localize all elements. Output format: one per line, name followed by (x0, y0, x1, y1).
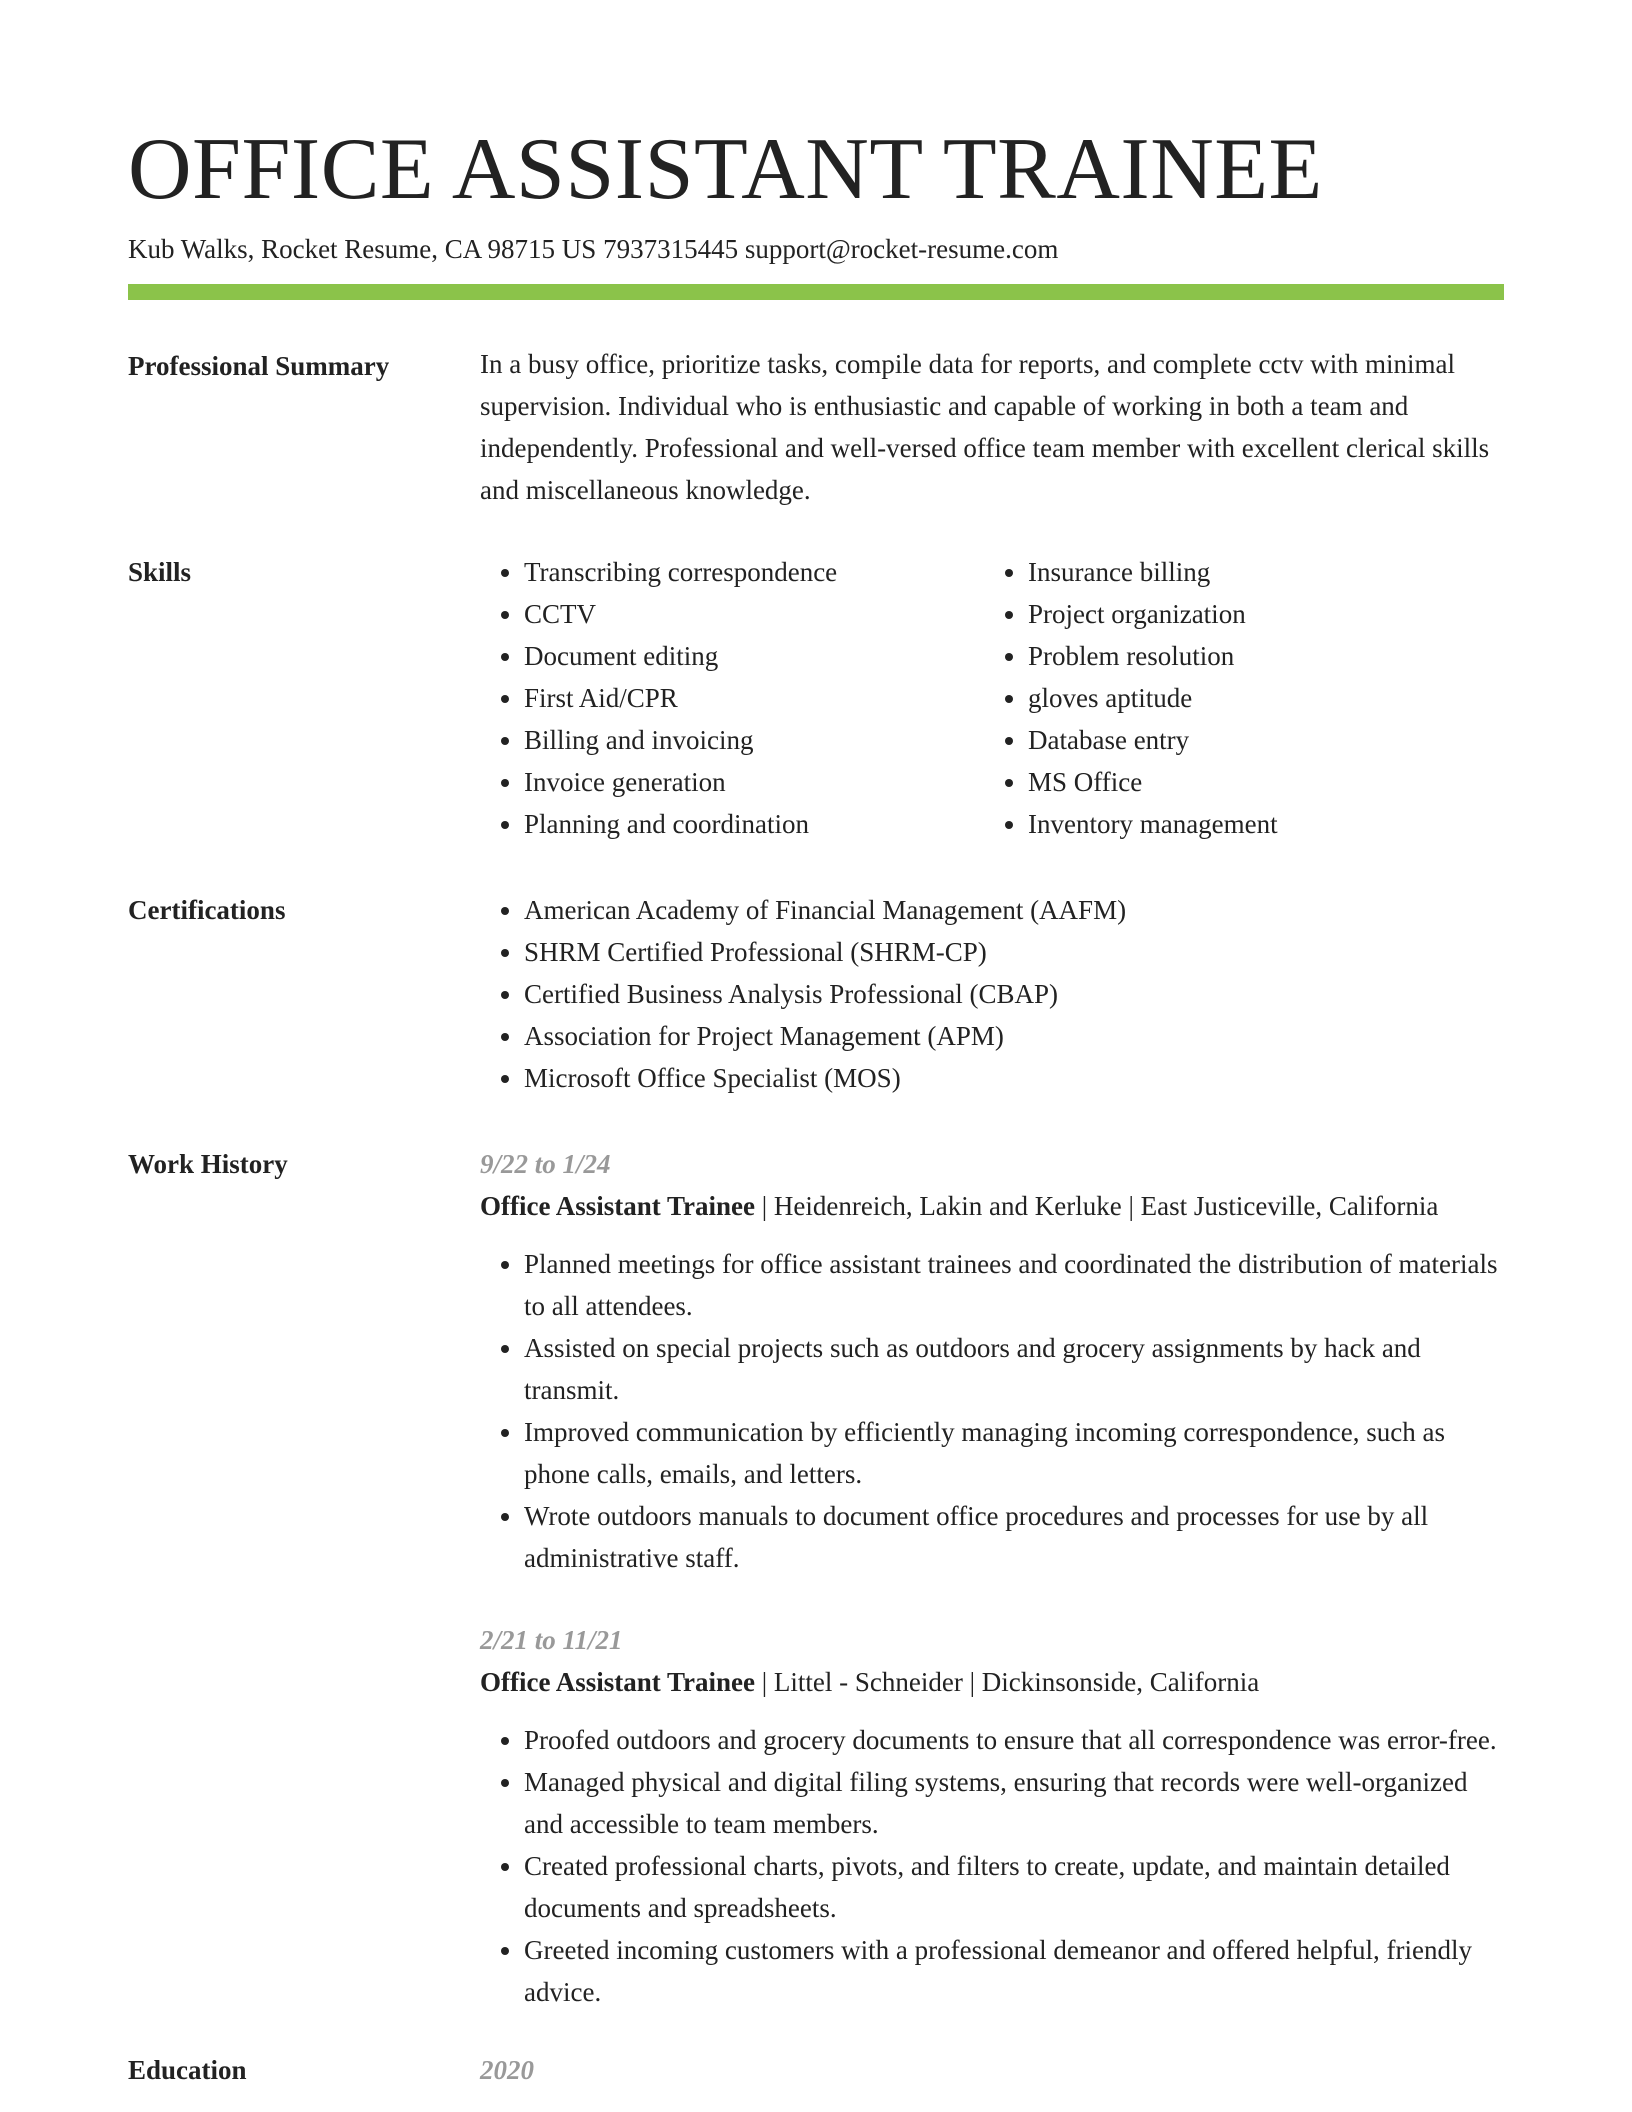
job-heading (480, 1661, 1504, 1703)
work-history-section (128, 1143, 1504, 2053)
skill-item: • CCTV (524, 593, 984, 635)
skills-list-right (984, 551, 1488, 845)
certification-item: • American Academy of Financial Management (AAFM) (524, 889, 1504, 931)
skill-item: • Problem resolution (1028, 635, 1488, 677)
job-bullets (480, 1243, 1504, 1579)
job-date: 9/22 to 1/24 (480, 1149, 611, 1179)
job-bullet: • Managed physical and digital filing systems, ensuring that records were well-organized and accessible to team members. (524, 1761, 1504, 1845)
job-bullet: • Improved communication by efficiently managing incoming correspondence, such as phone calls, emails, and letters. (524, 1411, 1504, 1495)
skill-item: • Transcribing correspondence (524, 551, 984, 593)
skill-item: • gloves aptitude (1028, 677, 1488, 719)
skill-item: • First Aid/CPR (524, 677, 984, 719)
education-label: Education (128, 2055, 247, 2085)
skill-item: • Project organization (1028, 593, 1488, 635)
skill-item: • Inventory management (1028, 803, 1488, 845)
job-bullet: • Wrote outdoors manuals to document office procedures and processes for use by all administrative staff. (524, 1495, 1504, 1579)
summary-label: Professional Summary (128, 351, 390, 381)
job-title: Office Assistant Trainee (480, 1667, 755, 1697)
job-bullet: • Planned meetings for office assistant trainees and coordinated the distribution of materials to all attendees. (524, 1243, 1504, 1327)
certification-item: • Association for Project Management (APM) (524, 1015, 1504, 1057)
education-date: 2020 (480, 2055, 534, 2085)
skill-item: • Invoice generation (524, 761, 984, 803)
skills-label: Skills (128, 557, 192, 587)
certifications-label: Certifications (128, 895, 286, 925)
certifications-list (480, 889, 1504, 1099)
skill-item: • Database entry (1028, 719, 1488, 761)
job-bullet: • Created professional charts, pivots, and filters to create, update, and maintain detailed documents and spreadsheets. (524, 1845, 1504, 1929)
job-date: 2/21 to 11/21 (480, 1625, 623, 1655)
job-details: | Heidenreich, Lakin and Kerluke | East Justiceville, California (754, 1191, 1439, 1221)
job-details: | Littel - Schneider | Dickinsonside, California (754, 1667, 1260, 1697)
skill-item: • Insurance billing (1028, 551, 1488, 593)
contact-line: Kub Walks, Rocket Resume, CA 98715 US 7937315445 support@rocket-resume.com (128, 234, 1059, 264)
job-entry (480, 1619, 1504, 2013)
summary-text: In a busy office, prioritize tasks, compile data for reports, and complete cctv with minimal supervision. Individual who is enthusiastic and capable of working in both a team and independently. Professional and well-versed office team member with excellent clerical skills and miscellaneous knowledge. (480, 349, 1490, 505)
skill-item: • Planning and coordination (524, 803, 984, 845)
education-section (128, 2049, 1504, 2091)
skill-item: • Document editing (524, 635, 984, 677)
job-heading (480, 1185, 1504, 1227)
resume-title: OFFICE ASSISTANT TRAINEE (128, 121, 1323, 218)
skills-section (128, 551, 1504, 845)
job-bullets (480, 1719, 1504, 2013)
certification-item: • Certified Business Analysis Professional (CBAP) (524, 973, 1504, 1015)
job-bullet: • Proofed outdoors and grocery documents to ensure that all correspondence was error-free. (524, 1719, 1504, 1761)
accent-divider (128, 284, 1504, 300)
job-bullet: • Greeted incoming customers with a professional demeanor and offered helpful, friendly advice. (524, 1929, 1504, 2013)
certification-item: • SHRM Certified Professional (SHRM-CP) (524, 931, 1504, 973)
job-title: Office Assistant Trainee (480, 1191, 755, 1221)
summary-section (128, 345, 1504, 511)
skill-item: • Billing and invoicing (524, 719, 984, 761)
certification-item: • Microsoft Office Specialist (MOS) (524, 1057, 1504, 1099)
job-entry (480, 1143, 1504, 1579)
skills-list-left (480, 551, 984, 845)
resume-page (128, 118, 1504, 2091)
job-bullet: • Assisted on special projects such as outdoors and grocery assignments by hack and transmit. (524, 1327, 1504, 1411)
skill-item: • MS Office (1028, 761, 1488, 803)
work-history-label: Work History (128, 1149, 288, 1179)
certifications-section (128, 889, 1504, 1099)
